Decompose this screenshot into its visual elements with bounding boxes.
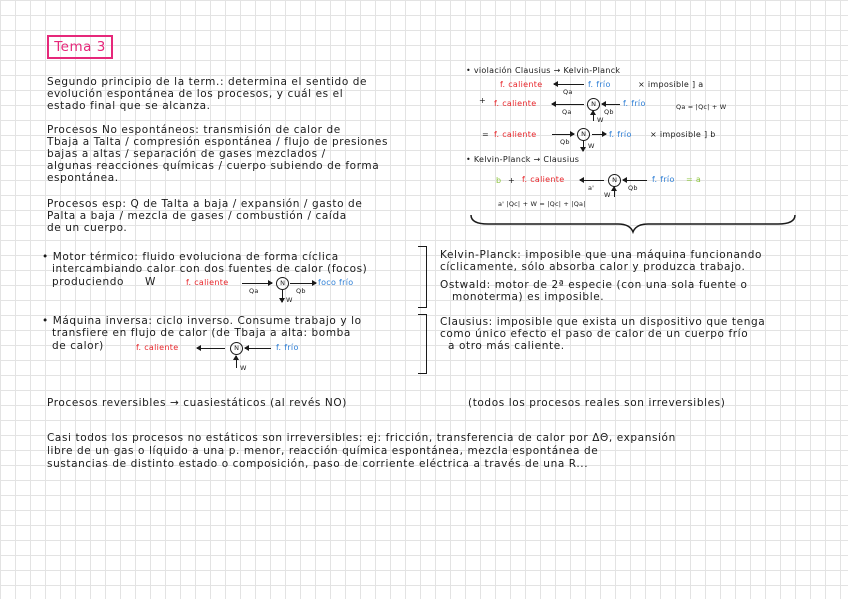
curly-brace xyxy=(468,212,798,236)
maquina-w-label: W xyxy=(240,364,247,372)
maquina-line-2: transfiere en flujo de calor (de Tbaja a alta: bomba xyxy=(52,327,351,339)
motor-qb-label: Qb xyxy=(296,287,306,295)
page-title: Tema 3 xyxy=(47,35,113,59)
d3-node: N xyxy=(577,128,590,141)
maquina-arrow-out xyxy=(197,348,225,349)
d3-w: W xyxy=(588,142,595,150)
d3-work-arrow xyxy=(583,141,584,151)
ostwald-line-1: Ostwald: motor de 2ª especie (con una sola fuente o xyxy=(440,279,748,291)
ostwald-line-2: monoterma) es imposible. xyxy=(452,291,605,303)
maquina-line-1: • Máquina inversa: ciclo inverso. Consume trabajo y lo xyxy=(42,315,362,327)
motor-arrow-in xyxy=(242,283,272,284)
bracket-maquina xyxy=(418,314,427,374)
violacion-heading: • violación Clausius → Kelvin-Planck xyxy=(466,66,621,75)
d4-q1: a' xyxy=(588,184,595,192)
d2-w: W xyxy=(597,116,604,124)
d2-arrow-in xyxy=(602,104,620,105)
d2-node: N xyxy=(587,98,600,111)
d1-plus: + xyxy=(479,96,487,105)
d1-q: Qa xyxy=(563,88,573,96)
no-espontaneos-line-1: Procesos No espontáneos: transmisión de calor de xyxy=(47,124,341,136)
motor-qa-label: Qa xyxy=(249,287,259,295)
motor-arrow-out xyxy=(290,283,316,284)
kp-heading: • Kelvin-Planck → Clausius xyxy=(466,155,580,164)
motor-work-arrow xyxy=(282,290,283,302)
d4-w: W xyxy=(604,191,611,199)
casi-line-3: sustancias de distinto estado o composición, paso de corriente eléctrica a través de una R... xyxy=(47,458,589,470)
d4-eq: = a xyxy=(686,175,702,184)
d4-arrow-in xyxy=(623,180,647,181)
d3-hot: f. caliente xyxy=(494,130,537,139)
d4-hot: f. caliente xyxy=(522,175,565,184)
motor-line-3: produciendo xyxy=(52,276,124,288)
d4-equation: a' |Qc| + W = |Qc| + |Qa| xyxy=(498,200,586,208)
d3-eq: = xyxy=(482,130,490,139)
casi-line-2: libre de un gas o líquido a una p. menor, reacción química espontánea, mezcla espontánea de xyxy=(47,445,599,457)
d4-node: N xyxy=(608,174,621,187)
intro-line-1: Segundo principio de la term.: determina el sentido de xyxy=(47,76,368,88)
maquina-node: N xyxy=(230,342,243,355)
d3-arrow-1 xyxy=(552,134,574,135)
espontaneos-line-1: Procesos esp: Q de Talta a baja / expansión / gasto de xyxy=(47,198,363,210)
d2-arrow-out xyxy=(552,104,584,105)
kelvin-line-1: Kelvin-Planck: imposible que una máquina funcionando xyxy=(440,249,763,261)
maquina-arrow-in xyxy=(245,348,271,349)
reales-line: (todos los procesos reales son irreversibles) xyxy=(468,397,726,409)
d1-hot: f. caliente xyxy=(500,80,543,89)
motor-line-2: intercambiando calor con dos fuentes de calor (focos) xyxy=(52,263,368,275)
motor-engine-node: N xyxy=(276,277,289,290)
espontaneos-line-3: de un cuerpo. xyxy=(47,222,128,234)
motor-w-label: W xyxy=(145,276,156,288)
espontaneos-line-2: Palta a baja / mezcla de gases / combustión / caída xyxy=(47,210,347,222)
d2-work-arrow xyxy=(593,111,594,121)
intro-line-2: evolución espontánea de los procesos, y cuál es el xyxy=(47,88,344,100)
d4-b: b xyxy=(496,176,502,185)
d4-cold: f. frío xyxy=(652,175,675,184)
d1-arrow xyxy=(554,84,584,85)
maquina-hot-source: f. caliente xyxy=(136,343,179,352)
d4-plus: + xyxy=(508,176,516,185)
intro-line-3: estado final que se alcanza. xyxy=(47,100,211,112)
clausius-line-2: como único efecto el paso de calor de un cuerpo frío xyxy=(440,328,749,340)
clausius-line-1: Clausius: imposible que exista un dispositivo que tenga xyxy=(440,316,766,328)
d3-cold: f. frío xyxy=(609,130,632,139)
d2-hot: f. caliente xyxy=(494,99,537,108)
bracket-motor xyxy=(418,246,427,308)
casi-line-1: Casi todos los procesos no estáticos son irreversibles: ej: fricción, transferencia de calor por ΔΘ, expansión xyxy=(47,432,676,444)
d1-cold: f. frío xyxy=(588,80,611,89)
no-espontaneos-line-4: algunas reacciones químicas / cuerpo subiendo de forma xyxy=(47,160,380,172)
clausius-line-3: a otro más caliente. xyxy=(448,340,565,352)
reversibles-line: Procesos reversibles → cuasiestáticos (al revés NO) xyxy=(47,397,347,409)
d4-q2: Qb xyxy=(628,184,638,192)
motor-hot-source: f. caliente xyxy=(186,278,229,287)
no-espontaneos-line-5: espontánea. xyxy=(47,172,119,184)
d4-arrow-out xyxy=(580,180,604,181)
d3-imposible: × imposible ] b xyxy=(650,130,716,139)
no-espontaneos-line-3: bajas a altas / separación de gases mezclados / xyxy=(47,148,326,160)
maquina-line-3: de calor) xyxy=(52,340,104,352)
d3-qa: Qb xyxy=(560,138,570,146)
d3-arrow-2 xyxy=(592,134,606,135)
d2-qa: Qa xyxy=(562,108,572,116)
kelvin-line-2: cíclicamente, sólo absorba calor y produzca trabajo. xyxy=(440,261,746,273)
d4-work-arrow xyxy=(614,187,615,197)
d1-imposible xyxy=(638,80,703,89)
no-espontaneos-line-2: Tbaja a Talta / compresión espontánea / flujo de presiones xyxy=(47,136,389,148)
d2-eq: Qa = |Qc| + W xyxy=(676,103,727,111)
motor-cold-source: foco frío xyxy=(318,278,354,287)
d2-cold: f. frío xyxy=(623,99,646,108)
motor-w-sub: W xyxy=(286,296,293,304)
maquina-cold-source: f. frío xyxy=(276,343,299,352)
d2-qb: Qb xyxy=(604,108,614,116)
motor-line-1: • Motor térmico: fluido evoluciona de forma cíclica xyxy=(42,251,339,263)
maquina-work-arrow xyxy=(236,356,237,368)
d1-imposible-text: × imposible ] a xyxy=(638,80,704,89)
